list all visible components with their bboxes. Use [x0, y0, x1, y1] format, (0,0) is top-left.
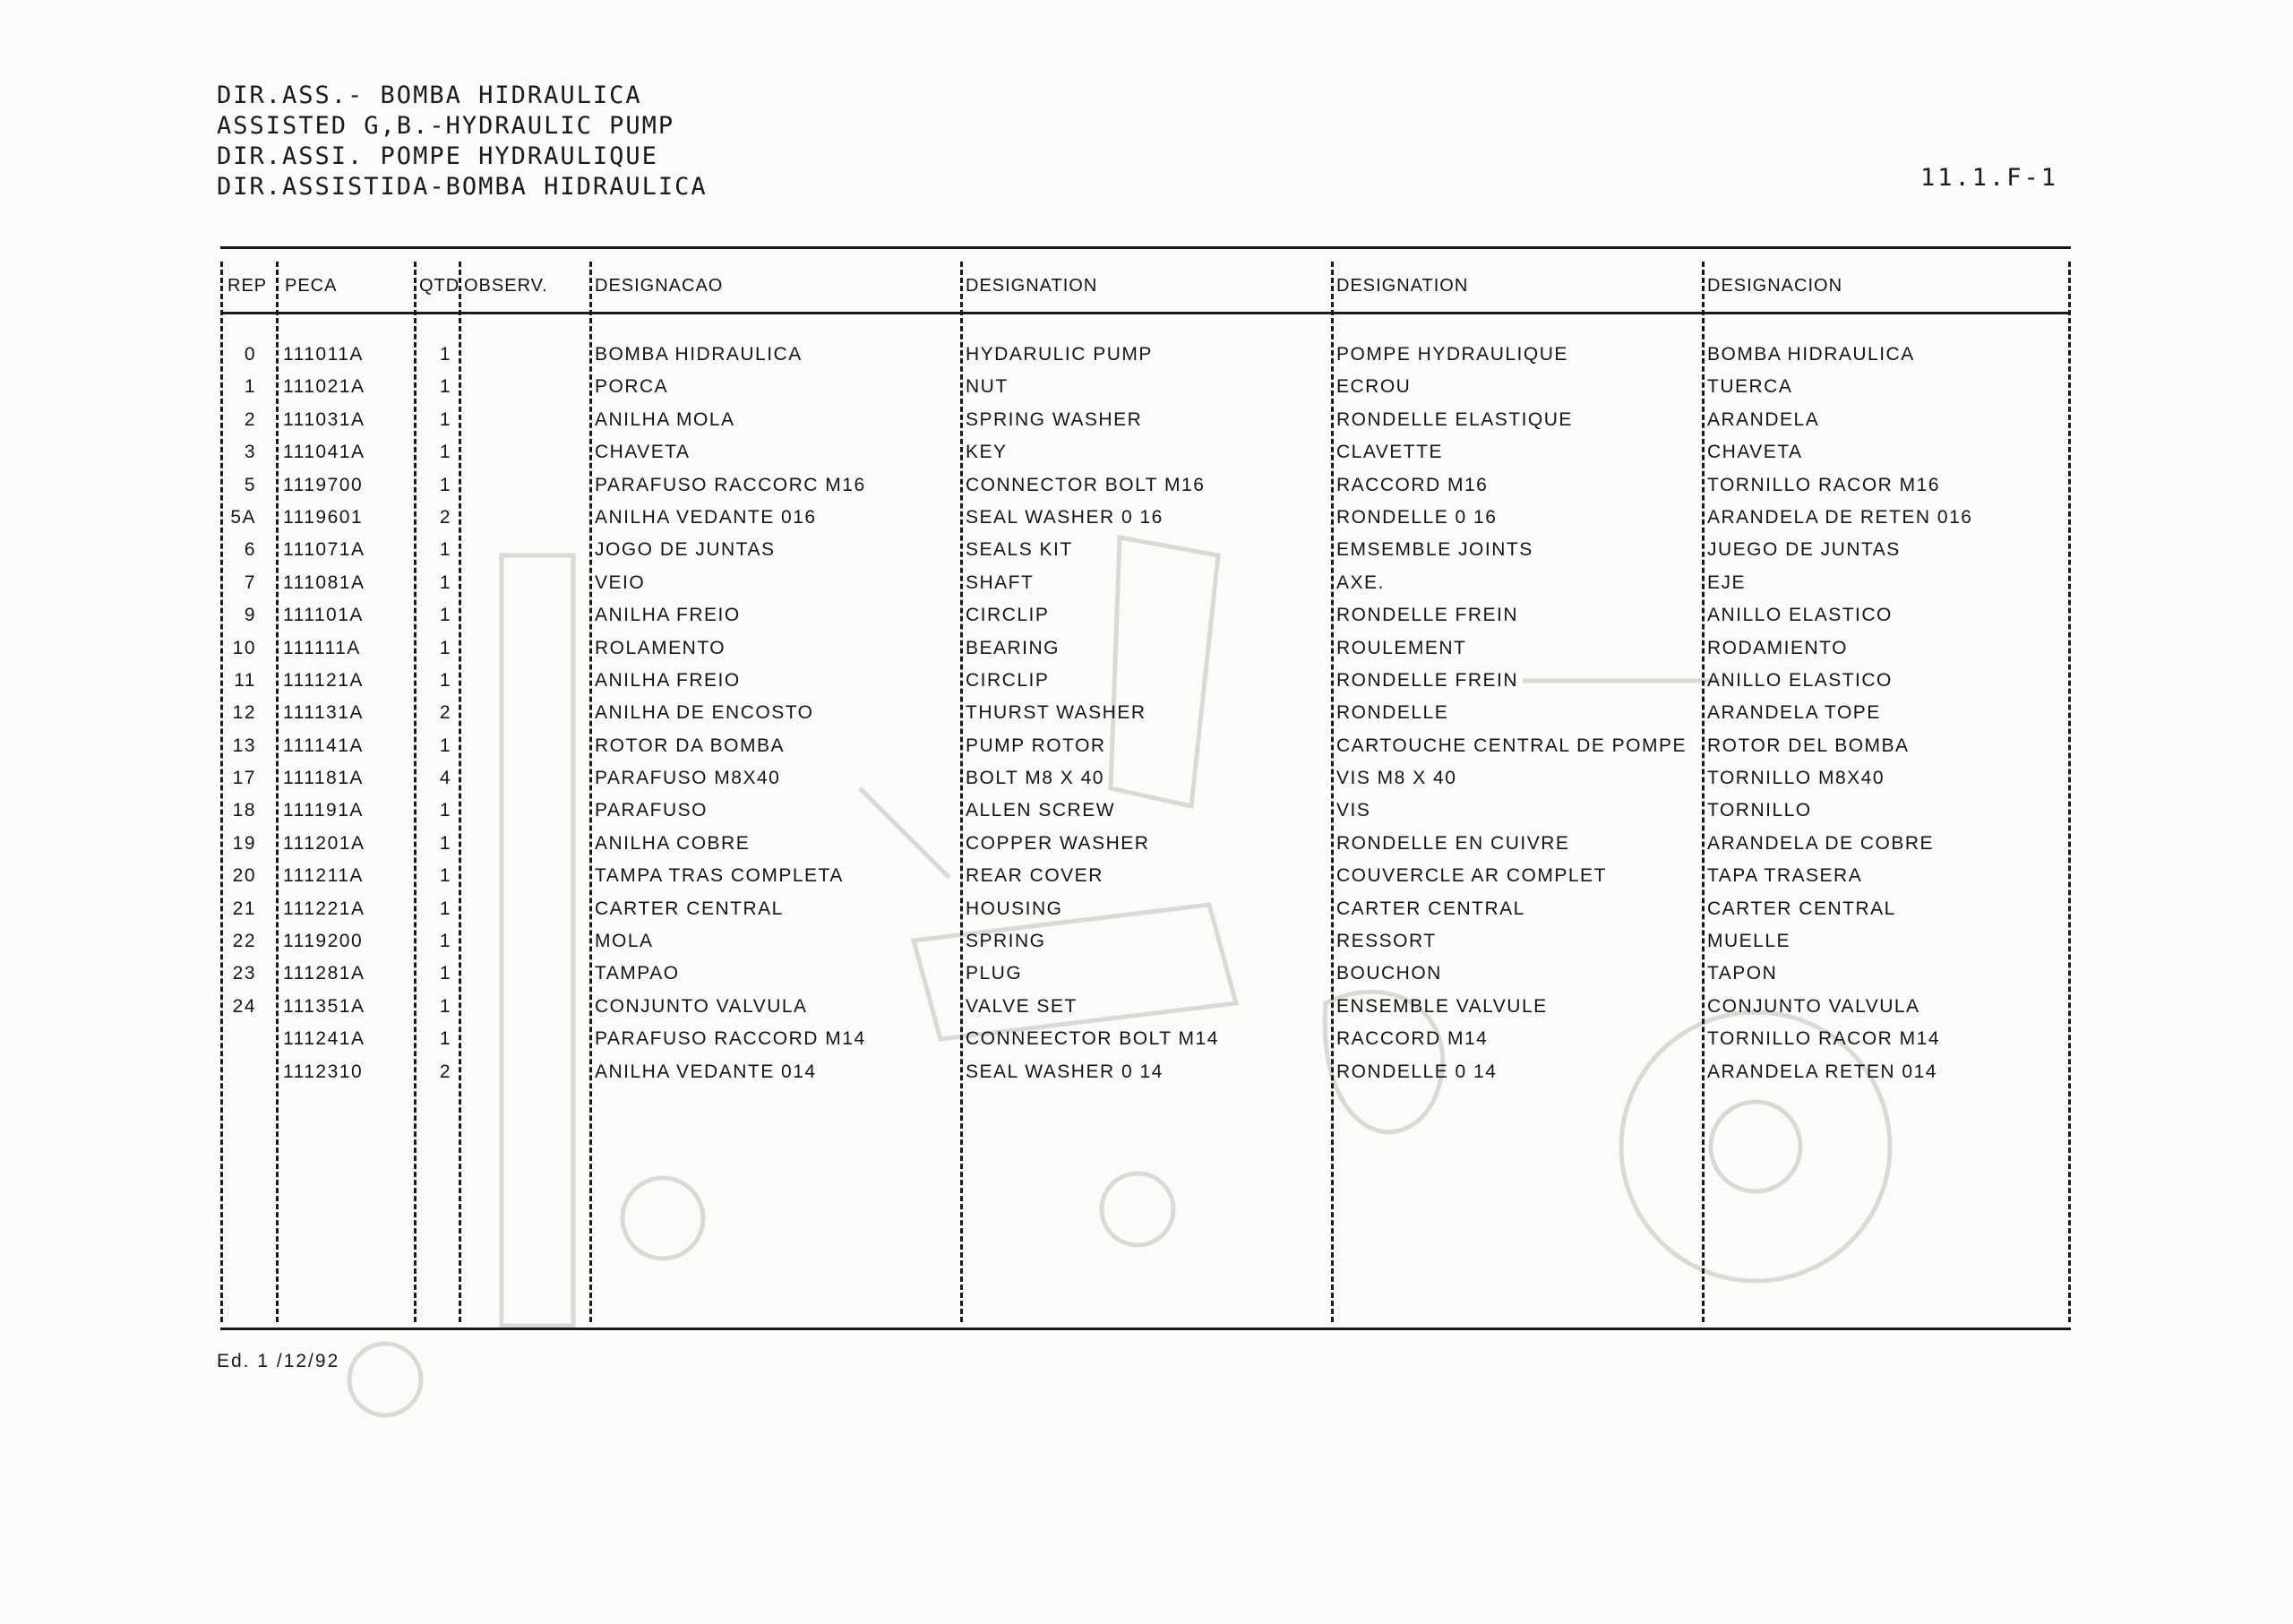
cell-designation-en: BOLT M8 X 40	[966, 768, 1104, 789]
table-row	[220, 599, 2071, 632]
cell-designation-fr: BOUCHON	[1336, 963, 1442, 984]
cell-designation-fr: ENSEMBLE VALVULE	[1336, 995, 1548, 1017]
cell-designacion: ARANDELA TOPE	[1707, 702, 1881, 724]
cell-designacao: JOGO DE JUNTAS	[595, 539, 776, 561]
cell-designation-en: PLUG	[966, 963, 1023, 984]
cell-designation-fr: RONDELLE FREIN	[1336, 605, 1519, 626]
cell-quantity: 1	[439, 898, 451, 919]
cell-designacion: ARANDELA	[1707, 408, 1820, 430]
table-row	[220, 697, 2071, 729]
cell-designation-en: BEARING	[966, 637, 1061, 658]
table-row	[220, 502, 2071, 534]
cell-designacao: ANILHA VEDANTE 014	[595, 1061, 817, 1082]
cell-designation-fr: ECROU	[1336, 376, 1412, 398]
cell-quantity: 1	[439, 474, 451, 495]
cell-quantity: 1	[439, 832, 451, 854]
cell-designacion: CHAVETA	[1707, 442, 1803, 463]
cell-designation-en: KEY	[966, 442, 1008, 463]
cell-part-number: 1112310	[283, 1061, 364, 1082]
cell-rep: 3	[244, 442, 256, 463]
title-line-english: ASSISTED G,B.-HYDRAULIC PUMP	[217, 112, 675, 140]
cell-designacion: EJE	[1707, 571, 1747, 593]
cell-designacao: ANILHA MOLA	[595, 408, 735, 430]
cell-designation-fr: RONDELLE EN CUIVRE	[1336, 832, 1570, 854]
table-row	[220, 1023, 2071, 1055]
cell-quantity: 1	[439, 408, 451, 430]
cell-designacao: VEIO	[595, 571, 646, 593]
cell-designation-fr: VIS	[1336, 800, 1371, 821]
cell-rep: 17	[232, 768, 256, 789]
cell-designacion: TORNILLO M8X40	[1707, 768, 1885, 789]
cell-quantity: 4	[439, 768, 451, 789]
cell-designacion: TUERCA	[1707, 376, 1793, 398]
cell-designation-fr: RONDELLE 0 16	[1336, 506, 1498, 528]
cell-designacao: PARAFUSO RACCORD M14	[595, 1028, 866, 1050]
cell-part-number: 1119700	[283, 474, 364, 495]
cell-rep: 5	[244, 474, 256, 495]
cell-designacao: ANILHA COBRE	[595, 832, 751, 854]
cell-designation-en: PUMP ROTOR	[966, 735, 1106, 756]
table-row	[220, 828, 2071, 860]
cell-designacion: ARANDELA DE COBRE	[1707, 832, 1935, 854]
cell-designacao: ANILHA FREIO	[595, 669, 741, 691]
cell-rep: 9	[244, 605, 256, 626]
cell-quantity: 1	[439, 669, 451, 691]
cell-part-number: 111281A	[283, 963, 365, 984]
cell-designation-en: VALVE SET	[966, 995, 1078, 1017]
cell-designacao: PORCA	[595, 376, 669, 398]
cell-part-number: 111021A	[283, 376, 365, 398]
cell-rep: 5A	[230, 506, 256, 528]
cell-quantity: 1	[439, 539, 451, 561]
cell-designacion: TORNILLO	[1707, 800, 1812, 821]
cell-designation-en: SEAL WASHER 0 16	[966, 506, 1164, 528]
cell-quantity: 1	[439, 571, 451, 593]
title-line-portuguese: DIR.ASS.- BOMBA HIDRAULICA	[217, 82, 642, 109]
cell-rep: 23	[232, 963, 256, 984]
cell-part-number: 111131A	[283, 702, 364, 724]
edition-date: Ed. 1 /12/92	[217, 1351, 340, 1371]
table-row	[220, 339, 2071, 371]
cell-designacion: TORNILLO RACOR M14	[1707, 1028, 1940, 1050]
cell-designacao: CHAVETA	[595, 442, 691, 463]
cell-designation-fr: ROULEMENT	[1336, 637, 1467, 658]
parts-rows	[220, 339, 2071, 1088]
table-row	[220, 436, 2071, 468]
parts-table	[220, 246, 2071, 1330]
header-designacao: DESIGNACAO	[595, 276, 724, 296]
cell-quantity: 1	[439, 865, 451, 887]
cell-designacion: MUELLE	[1707, 931, 1791, 952]
table-row	[220, 860, 2071, 892]
cell-designation-en: SEAL WASHER 0 14	[966, 1061, 1164, 1082]
cell-designacion: BOMBA HIDRAULICA	[1707, 344, 1915, 365]
cell-part-number: 111211A	[283, 865, 364, 887]
cell-designation-en: ALLEN SCREW	[966, 800, 1116, 821]
cell-designacion: ARANDELA DE RETEN 016	[1707, 506, 1973, 528]
cell-part-number: 111181A	[283, 768, 364, 789]
cell-designation-en: CIRCLIP	[966, 669, 1050, 691]
cell-designation-fr: RESSORT	[1336, 931, 1437, 952]
cell-quantity: 1	[439, 442, 451, 463]
cell-quantity: 1	[439, 931, 451, 952]
cell-designation-fr: RONDELLE 0 14	[1336, 1061, 1498, 1082]
cell-part-number: 111111A	[283, 637, 361, 658]
cell-designacao: PARAFUSO RACCORC M16	[595, 474, 866, 495]
header-designation-en: DESIGNATION	[966, 276, 1098, 296]
cell-part-number: 111071A	[283, 539, 365, 561]
cell-designation-en: CONNECTOR BOLT M16	[966, 474, 1206, 495]
cell-part-number: 1119601	[283, 506, 364, 528]
cell-designacao: CONJUNTO VALVULA	[595, 995, 808, 1017]
cell-part-number: 111221A	[283, 898, 365, 919]
cell-designacion: ANILLO ELASTICO	[1707, 605, 1893, 626]
cell-designation-fr: CARTER CENTRAL	[1336, 898, 1525, 919]
cell-designation-fr: CLAVETTE	[1336, 442, 1443, 463]
cell-designation-en: REAR COVER	[966, 865, 1104, 887]
cell-part-number: 111201A	[283, 832, 365, 854]
cell-designation-en: CIRCLIP	[966, 605, 1050, 626]
cell-part-number: 111031A	[283, 408, 365, 430]
header-designacion: DESIGNACION	[1707, 276, 1843, 296]
cell-designation-en: COPPER WASHER	[966, 832, 1150, 854]
cell-designacao: PARAFUSO	[595, 800, 708, 821]
cell-designacao: CARTER CENTRAL	[595, 898, 784, 919]
cell-quantity: 1	[439, 963, 451, 984]
cell-designation-fr: EMSEMBLE JOINTS	[1336, 539, 1533, 561]
cell-quantity: 1	[439, 1028, 451, 1050]
title-block	[217, 81, 708, 202]
cell-designation-en: SHAFT	[966, 571, 1035, 593]
cell-designacao: MOLA	[595, 931, 654, 952]
cell-quantity: 2	[439, 702, 451, 724]
cell-rep: 7	[244, 571, 256, 593]
cell-designation-fr: RONDELLE	[1336, 702, 1449, 724]
cell-designacao: PARAFUSO M8X40	[595, 768, 781, 789]
header-qtd: QTD	[419, 276, 460, 296]
cell-designacion: TAPA TRASERA	[1707, 865, 1863, 887]
table-row	[220, 991, 2071, 1023]
cell-part-number: 111351A	[283, 995, 365, 1017]
table-row	[220, 1056, 2071, 1088]
cell-designacao: TAMPA TRAS COMPLETA	[595, 865, 844, 887]
cell-designation-fr: RONDELLE ELASTIQUE	[1336, 408, 1573, 430]
cell-rep: 10	[232, 637, 256, 658]
cell-designacion: TORNILLO RACOR M16	[1707, 474, 1940, 495]
cell-designation-fr: RONDELLE FREIN	[1336, 669, 1519, 691]
table-row	[220, 404, 2071, 436]
cell-part-number: 111101A	[283, 605, 364, 626]
table-row	[220, 632, 2071, 665]
cell-designacion: RODAMIENTO	[1707, 637, 1848, 658]
cell-designation-en: SEALS KIT	[966, 539, 1073, 561]
cell-part-number: 111191A	[283, 800, 364, 821]
title-line-french: DIR.ASSI. POMPE HYDRAULIQUE	[217, 142, 658, 170]
cell-designation-en: SPRING WASHER	[966, 408, 1143, 430]
cell-quantity: 1	[439, 735, 451, 756]
table-row	[220, 665, 2071, 697]
cell-designation-fr: CARTOUCHE CENTRAL DE POMPE	[1336, 735, 1688, 756]
cell-part-number: 111011A	[283, 344, 364, 365]
cell-designacao: ANILHA FREIO	[595, 605, 741, 626]
cell-designacion: JUEGO DE JUNTAS	[1707, 539, 1901, 561]
cell-designacion: CARTER CENTRAL	[1707, 898, 1896, 919]
cell-rep: 12	[232, 702, 256, 724]
table-row	[220, 925, 2071, 958]
cell-part-number: 1119200	[283, 931, 364, 952]
cell-designation-en: HYDARULIC PUMP	[966, 344, 1153, 365]
cell-designation-en: THURST WASHER	[966, 702, 1146, 724]
header-peca: PECA	[285, 276, 338, 296]
header-observ: OBSERV.	[464, 276, 548, 296]
table-row	[220, 730, 2071, 762]
cell-designacion: ROTOR DEL BOMBA	[1707, 735, 1910, 756]
cell-designacion: ARANDELA RETEN 014	[1707, 1061, 1937, 1082]
cell-part-number: 111041A	[283, 442, 365, 463]
table-row	[220, 534, 2071, 566]
cell-rep: 13	[232, 735, 256, 756]
cell-rep: 1	[244, 376, 256, 398]
cell-designation-en: SPRING	[966, 931, 1046, 952]
cell-designation-en: NUT	[966, 376, 1009, 398]
cell-designacion: CONJUNTO VALVULA	[1707, 995, 1920, 1017]
cell-quantity: 1	[439, 995, 451, 1017]
cell-designation-fr: POMPE HYDRAULIQUE	[1336, 344, 1568, 365]
cell-rep: 19	[232, 832, 256, 854]
cell-designation-fr: VIS M8 X 40	[1336, 768, 1457, 789]
cell-quantity: 1	[439, 605, 451, 626]
cell-rep: 20	[232, 865, 256, 887]
cell-quantity: 1	[439, 344, 451, 365]
cell-part-number: 111121A	[283, 669, 364, 691]
cell-designacion: ANILLO ELASTICO	[1707, 669, 1893, 691]
cell-quantity: 1	[439, 800, 451, 821]
table-row	[220, 371, 2071, 403]
title-line-spanish: DIR.ASSISTIDA-BOMBA HIDRAULICA	[217, 173, 708, 201]
cell-designation-fr: AXE.	[1336, 571, 1385, 593]
cell-quantity: 1	[439, 637, 451, 658]
header-designation-fr: DESIGNATION	[1336, 276, 1469, 296]
table-row	[220, 469, 2071, 502]
table-row	[220, 893, 2071, 925]
cell-rep: 6	[244, 539, 256, 561]
cell-quantity: 2	[439, 506, 451, 528]
cell-rep: 2	[244, 408, 256, 430]
cell-rep: 24	[232, 995, 256, 1017]
cell-rep: 22	[232, 931, 256, 952]
cell-part-number: 111081A	[283, 571, 365, 593]
cell-designation-fr: RACCORD M14	[1336, 1028, 1489, 1050]
page-code: 11.1.F-1	[1919, 164, 2058, 192]
cell-designacao: ANILHA DE ENCOSTO	[595, 702, 814, 724]
cell-part-number: 111241A	[283, 1028, 365, 1050]
table-row	[220, 795, 2071, 827]
cell-rep: 21	[232, 898, 256, 919]
cell-designacao: ROTOR DA BOMBA	[595, 735, 785, 756]
cell-designacion: TAPON	[1707, 963, 1778, 984]
cell-designacao: ANILHA VEDANTE 016	[595, 506, 817, 528]
cell-rep: 18	[232, 800, 256, 821]
cell-part-number: 111141A	[283, 735, 364, 756]
cell-designacao: ROLAMENTO	[595, 637, 726, 658]
cell-rep: 0	[244, 344, 256, 365]
table-row	[220, 567, 2071, 599]
cell-designacao: BOMBA HIDRAULICA	[595, 344, 803, 365]
cell-rep: 11	[234, 669, 256, 691]
cell-designation-fr: RACCORD M16	[1336, 474, 1489, 495]
cell-designation-en: CONNEECTOR BOLT M14	[966, 1028, 1219, 1050]
cell-designacao: TAMPAO	[595, 963, 680, 984]
cell-designation-fr: COUVERCLE AR COMPLET	[1336, 865, 1607, 887]
cell-quantity: 1	[439, 376, 451, 398]
table-row	[220, 958, 2071, 990]
cell-quantity: 2	[439, 1061, 451, 1082]
header-rep: REP	[228, 276, 268, 296]
table-row	[220, 762, 2071, 795]
cell-designation-en: HOUSING	[966, 898, 1063, 919]
